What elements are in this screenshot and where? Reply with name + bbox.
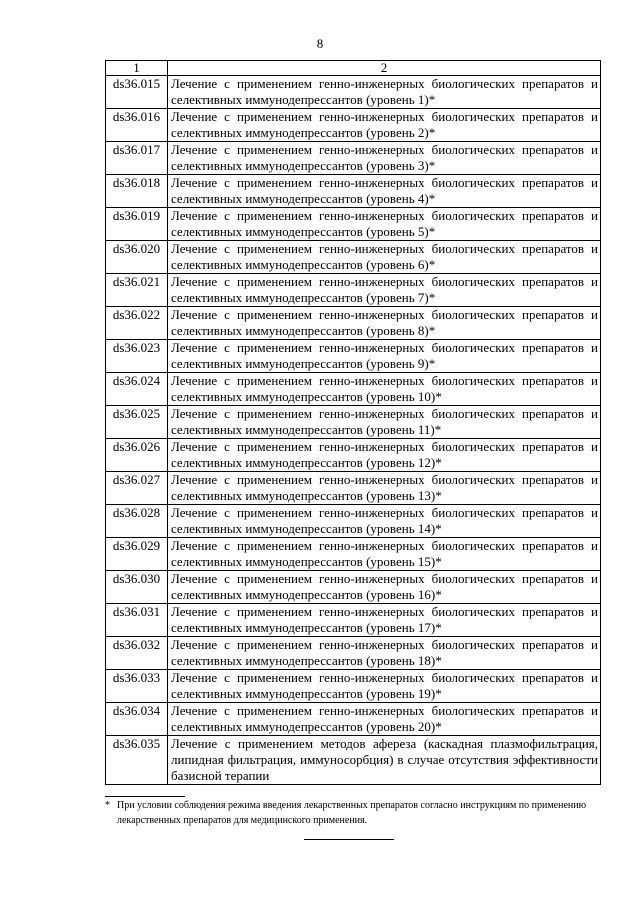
row-description: Лечение с применением методов афереза (каскадная плазмофильтрация, липидная фильтрация, иммуносорбция) в случае отсутствия эффективности базисной терапии xyxy=(168,736,601,785)
row-description: Лечение с применением генно-инженерных биологических препаратов и селективных иммунодепрессантов (уровень 6)* xyxy=(168,241,601,274)
row-code: ds36.030 xyxy=(106,571,168,604)
row-code: ds36.017 xyxy=(106,142,168,175)
row-code: ds36.015 xyxy=(106,76,168,109)
row-description: Лечение с применением генно-инженерных биологических препаратов и селективных иммунодепрессантов (уровень 13)* xyxy=(168,472,601,505)
row-code: ds36.018 xyxy=(106,175,168,208)
table-row xyxy=(106,373,601,406)
row-description: Лечение с применением генно-инженерных биологических препаратов и селективных иммунодепрессантов (уровень 11)* xyxy=(168,406,601,439)
row-code: ds36.033 xyxy=(106,670,168,703)
row-description: Лечение с применением генно-инженерных биологических препаратов и селективных иммунодепрессантов (уровень 20)* xyxy=(168,703,601,736)
table-body xyxy=(106,76,601,785)
row-code: ds36.022 xyxy=(106,307,168,340)
row-description: Лечение с применением генно-инженерных биологических препаратов и селективных иммунодепрессантов (уровень 5)* xyxy=(168,208,601,241)
row-code: ds36.021 xyxy=(106,274,168,307)
table-row xyxy=(106,406,601,439)
row-code: ds36.026 xyxy=(106,439,168,472)
table-row xyxy=(106,208,601,241)
row-code: ds36.031 xyxy=(106,604,168,637)
table-row xyxy=(106,637,601,670)
footnote-mark: * xyxy=(105,800,110,811)
row-code: ds36.032 xyxy=(106,637,168,670)
row-description: Лечение с применением генно-инженерных биологических препаратов и селективных иммунодепрессантов (уровень 8)* xyxy=(168,307,601,340)
row-code: ds36.035 xyxy=(106,736,168,785)
table-row xyxy=(106,472,601,505)
row-code: ds36.024 xyxy=(106,373,168,406)
row-code: ds36.016 xyxy=(106,109,168,142)
row-code: ds36.029 xyxy=(106,538,168,571)
table-row xyxy=(106,571,601,604)
table-row xyxy=(106,340,601,373)
table-row xyxy=(106,703,601,736)
footnote xyxy=(105,798,600,828)
row-description: Лечение с применением генно-инженерных биологических препаратов и селективных иммунодепрессантов (уровень 2)* xyxy=(168,109,601,142)
row-code: ds36.034 xyxy=(106,703,168,736)
table-row xyxy=(106,604,601,637)
table-row xyxy=(106,505,601,538)
row-description: Лечение с применением генно-инженерных биологических препаратов и селективных иммунодепрессантов (уровень 15)* xyxy=(168,538,601,571)
row-code: ds36.019 xyxy=(106,208,168,241)
row-description: Лечение с применением генно-инженерных биологических препаратов и селективных иммунодепрессантов (уровень 10)* xyxy=(168,373,601,406)
row-description: Лечение с применением генно-инженерных биологических препаратов и селективных иммунодепрессантов (уровень 4)* xyxy=(168,175,601,208)
table-row xyxy=(106,274,601,307)
table-header-row xyxy=(106,61,601,76)
table-row xyxy=(106,76,601,109)
services-table xyxy=(105,60,601,785)
footnote-text: При условии соблюдения режима введения лекарственных препаратов согласно инструкциям по применению лекарственных препаратов для медицинского применения. xyxy=(117,800,587,826)
column-header-2: 2 xyxy=(168,61,601,76)
table-row xyxy=(106,142,601,175)
row-code: ds36.027 xyxy=(106,472,168,505)
row-description: Лечение с применением генно-инженерных биологических препаратов и селективных иммунодепрессантов (уровень 18)* xyxy=(168,637,601,670)
table-row xyxy=(106,736,601,785)
table-row xyxy=(106,109,601,142)
row-code: ds36.020 xyxy=(106,241,168,274)
row-description: Лечение с применением генно-инженерных биологических препаратов и селективных иммунодепрессантов (уровень 16)* xyxy=(168,571,601,604)
footnote-divider xyxy=(105,796,185,797)
table-row xyxy=(106,175,601,208)
end-of-document-line xyxy=(304,839,394,840)
table-row xyxy=(106,307,601,340)
row-description: Лечение с применением генно-инженерных биологических препаратов и селективных иммунодепрессантов (уровень 17)* xyxy=(168,604,601,637)
row-description: Лечение с применением генно-инженерных биологических препаратов и селективных иммунодепрессантов (уровень 19)* xyxy=(168,670,601,703)
row-code: ds36.023 xyxy=(106,340,168,373)
table-row xyxy=(106,241,601,274)
row-code: ds36.025 xyxy=(106,406,168,439)
table-row xyxy=(106,670,601,703)
row-description: Лечение с применением генно-инженерных биологических препаратов и селективных иммунодепрессантов (уровень 12)* xyxy=(168,439,601,472)
row-description: Лечение с применением генно-инженерных биологических препаратов и селективных иммунодепрессантов (уровень 7)* xyxy=(168,274,601,307)
row-description: Лечение с применением генно-инженерных биологических препаратов и селективных иммунодепрессантов (уровень 9)* xyxy=(168,340,601,373)
row-description: Лечение с применением генно-инженерных биологических препаратов и селективных иммунодепрессантов (уровень 3)* xyxy=(168,142,601,175)
column-header-1: 1 xyxy=(106,61,168,76)
table-row xyxy=(106,538,601,571)
row-description: Лечение с применением генно-инженерных биологических препаратов и селективных иммунодепрессантов (уровень 14)* xyxy=(168,505,601,538)
row-code: ds36.028 xyxy=(106,505,168,538)
table-row xyxy=(106,439,601,472)
page-number: 8 xyxy=(316,36,324,51)
row-description: Лечение с применением генно-инженерных биологических препаратов и селективных иммунодепрессантов (уровень 1)* xyxy=(168,76,601,109)
